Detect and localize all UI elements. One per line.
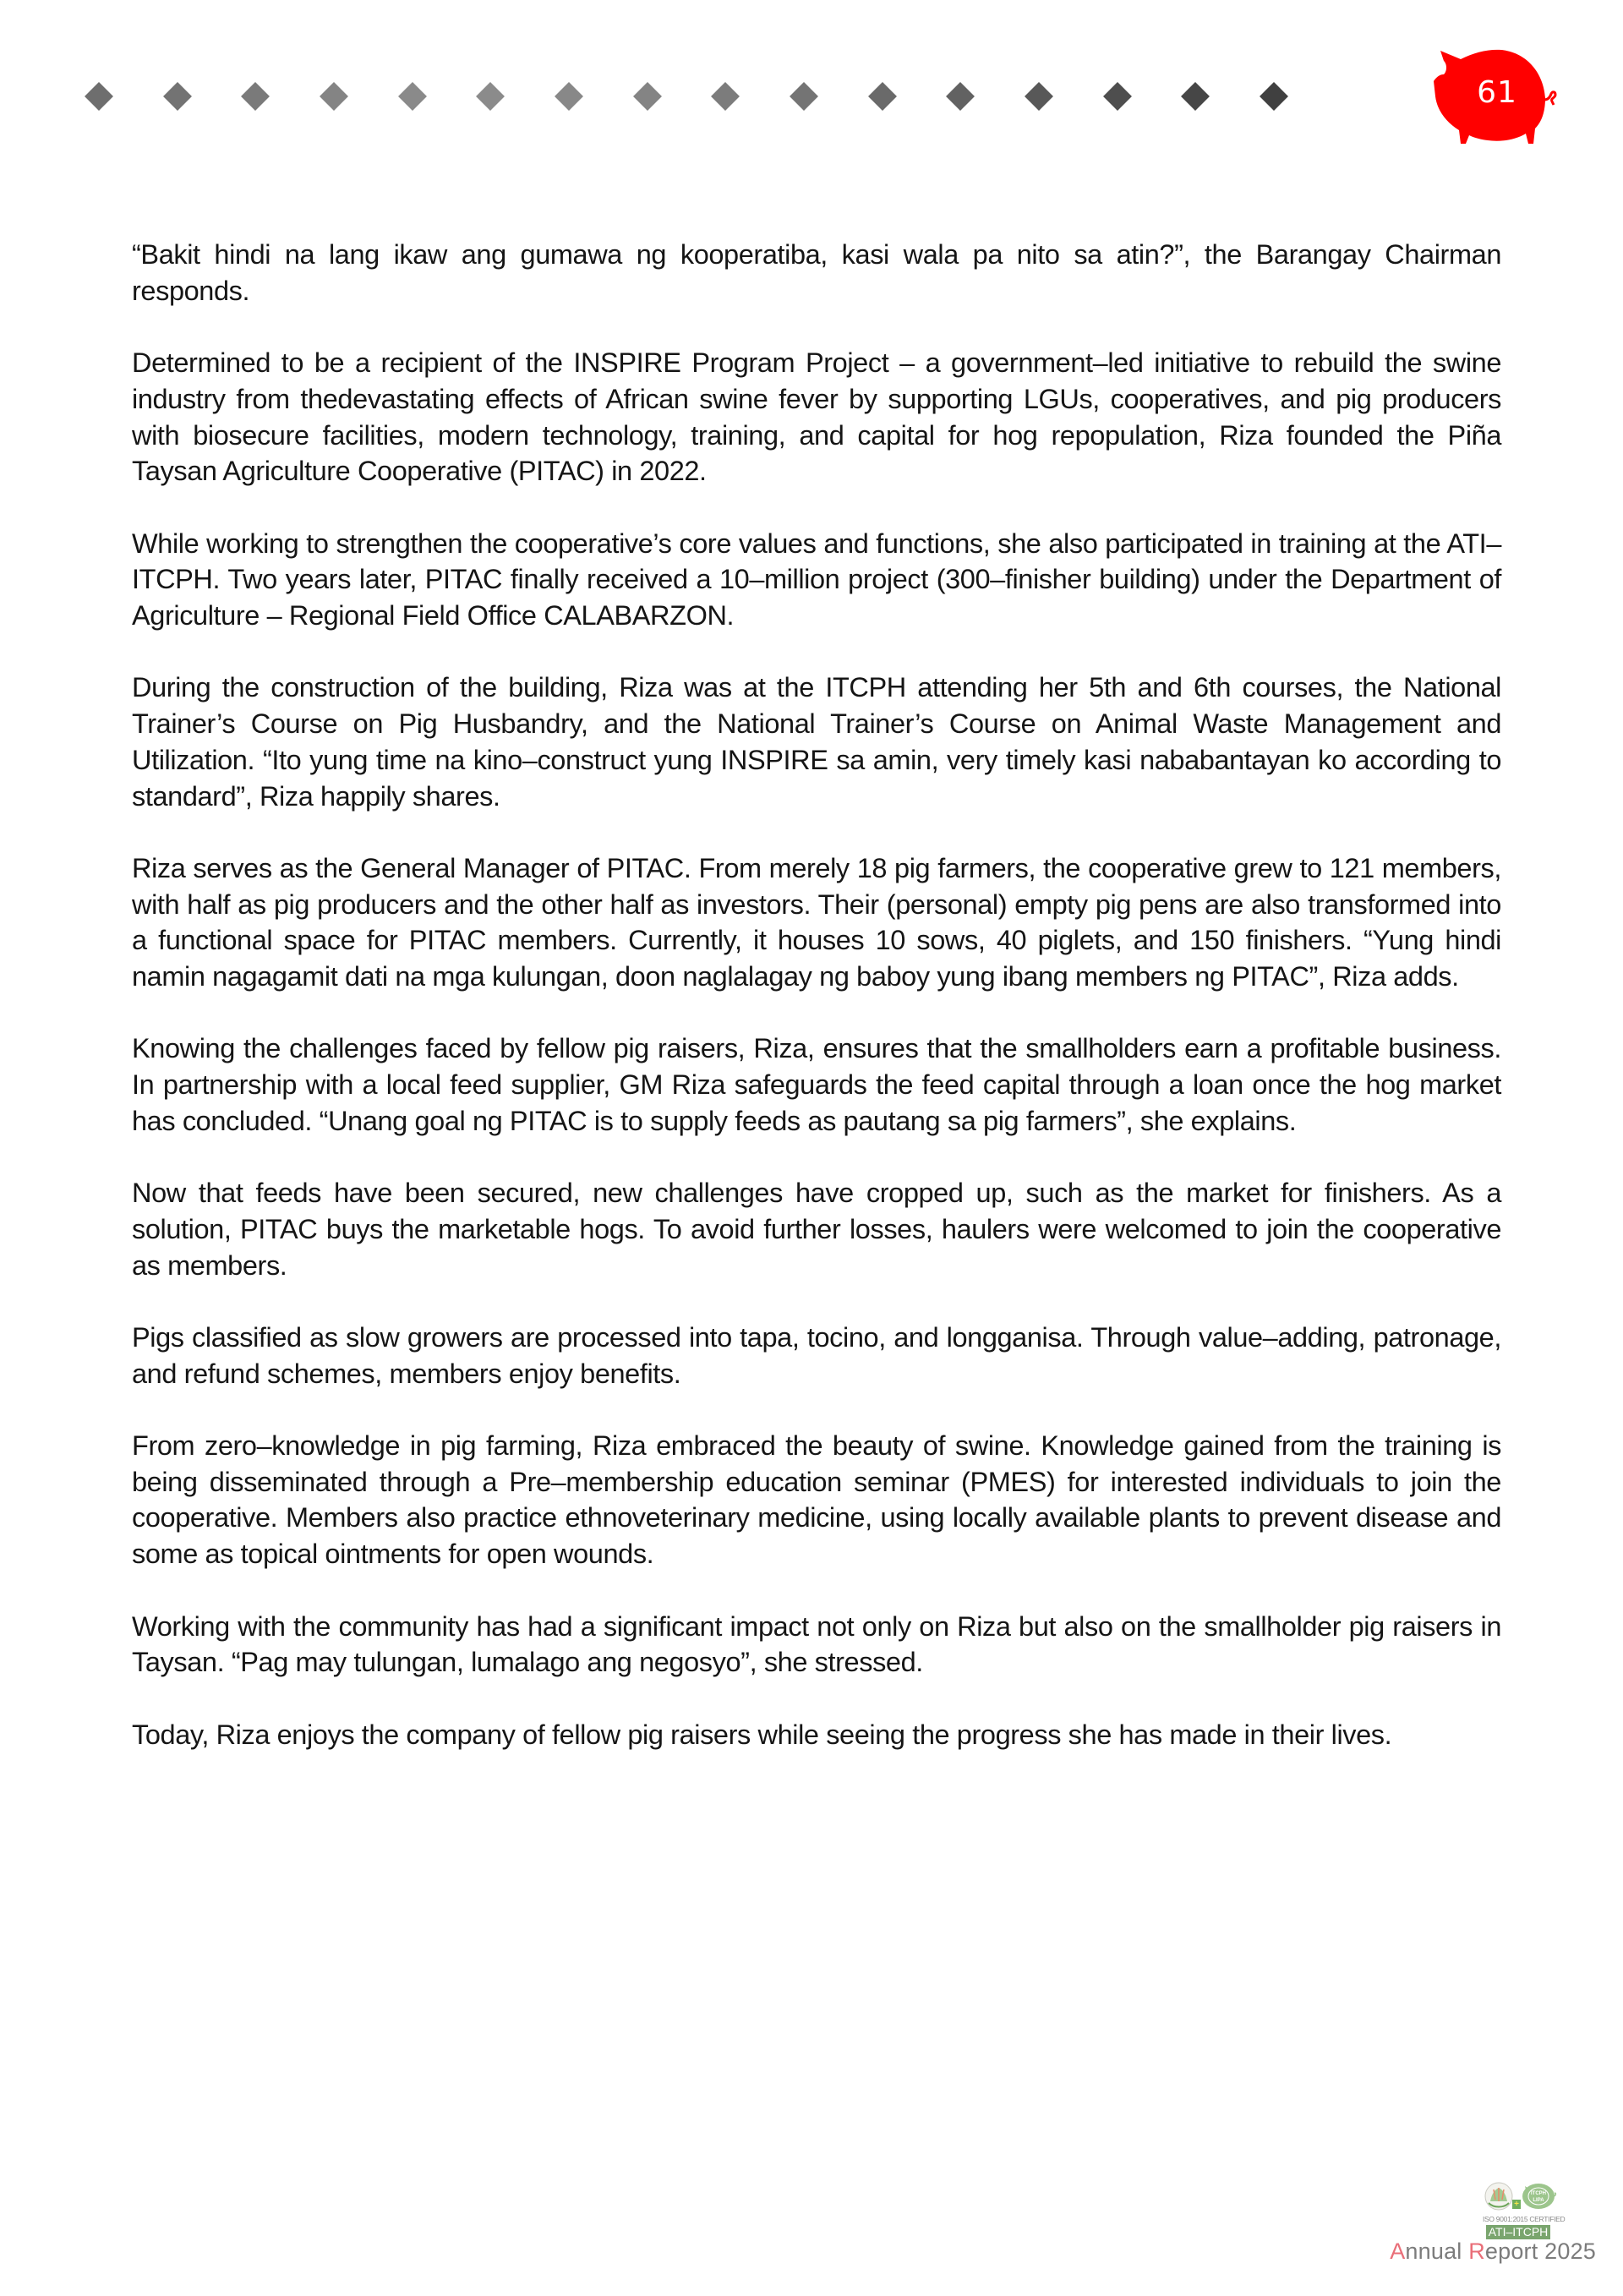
diamond-icon	[163, 82, 192, 111]
diamond-icon	[1260, 82, 1288, 111]
paragraph: “Bakit hindi na lang ikaw ang gumawa ng kooperatiba, kasi wala pa nito sa atin?”, the Barangay Chairman responds.	[132, 239, 1501, 306]
diamond-icon	[1103, 82, 1132, 111]
annual-report-initial-a: A	[1390, 2239, 1406, 2264]
paragraph: Riza serves as the General Manager of PITAC. From merely 18 pig farmers, the cooperative grew to 121 members, with half as pig producers and the other half as investors. Their (personal) empty pig pens are also transformed into a functional space for PITAC members. Currently, it houses 10 sows, 40 piglets, and 150 finishers. “Yung hindi namin nagagamit dati na mga kulungan, doon naglalagay ng baboy yung ibang members ng PITAC”, Riza adds.	[132, 852, 1501, 992]
diamond-icon	[1181, 82, 1210, 111]
diamond-icon	[633, 82, 662, 111]
diamond-icon	[1025, 82, 1053, 111]
paragraph: Determined to be a recipient of the INSPIRE Program Project – a government–led initiative to rebuild the swine industry from thedevastating effects of African swine fever by supporting LGUs, cooperatives, and pig producers with biosecure facilities, modern technology, training, and capital for hog repopulation, Riza founded the Piña Taysan Agriculture Cooperative (PITAC) in 2022.	[132, 347, 1501, 487]
annual-report-label	[1390, 2239, 1596, 2264]
paragraph: Pigs classified as slow growers are processed into tapa, tocino, and longganisa. Through value–adding, patronage, and refund schemes, members enjoy benefits.	[132, 1321, 1501, 1389]
paragraph: During the construction of the building, Riza was at the ITCPH attending her 5th and 6th courses, the National Trainer’s Course on Pig Husbandry, and the National Trainer’s Course on Animal Waste Management and Utilization. “Ito yung time na kino–construct yung INSPIRE sa amin, very timely kasi nababantayan ko according to standard”, Riza happily shares.	[132, 672, 1501, 812]
paragraph: Knowing the challenges faced by fellow pig raisers, Riza, ensures that the smallholders earn a profitable business. In partnership with a local feed supplier, GM Riza safeguards the feed capital through a loan once the hog market has concluded. “Unang goal ng PITAC is to supply feeds as pautang sa pig farmers”, she explains.	[132, 1033, 1501, 1136]
annual-report-word-report-year: eport 2025	[1484, 2239, 1596, 2264]
paragraph: Now that feeds have been secured, new challenges have cropped up, such as the market for finishers. As a solution, PITAC buys the marketable hogs. To avoid further losses, haulers were welcomed to join the cooperative as members.	[132, 1178, 1501, 1281]
diamond-icon	[868, 82, 897, 111]
ati-logo-icon	[1484, 2181, 1514, 2213]
article-body	[132, 237, 1501, 1789]
diamond-icon	[241, 82, 270, 111]
diamond-icon	[946, 82, 975, 111]
paragraph: Today, Riza enjoys the company of fellow pig raisers while seeing the progress she has made in their lives.	[132, 1719, 1392, 1750]
diamond-icon	[790, 82, 818, 111]
itcph-pig-logo-icon	[1520, 2179, 1557, 2211]
annual-report-word-annual: nnual	[1405, 2239, 1469, 2264]
annual-report-initial-r: R	[1468, 2239, 1485, 2264]
paragraph: While working to strengthen the cooperative’s core values and functions, she also participated in training at the ATI–ITCPH. Two years later, PITAC finally received a 10–million project (300–finisher building) under the Department of Agriculture – Regional Field Office CALABARZON.	[132, 528, 1501, 631]
iso-certification-text: ISO 9001:2015 CERTIFIED	[1483, 2215, 1566, 2223]
decorative-diamond-row	[0, 0, 1352, 169]
paragraph: Working with the community has had a significant impact not only on Riza but also on the smallholder pig raisers in Taysan. “Pag may tulungan, lumalago ang negosyo”, she stressed.	[132, 1610, 1501, 1678]
org-label-badge: ATI–ITCPH	[1486, 2225, 1550, 2239]
diamond-icon	[555, 82, 583, 111]
diamond-icon	[476, 82, 505, 111]
footer-branding	[1376, 2181, 1596, 2274]
svg-text:LIPA: LIPA	[1533, 2198, 1544, 2203]
page-number: 61	[1477, 75, 1517, 110]
diamond-icon	[85, 82, 113, 111]
diamond-icon	[320, 82, 348, 111]
paragraph: From zero–knowledge in pig farming, Riza embraced the beauty of swine. Knowledge gained from the training is being disseminated through a Pre–membership education seminar (PMES) for interested individuals to join the cooperative. Members also practice ethnoveterinary medicine, using locally available plants to prevent disease and some as topical ointments for open wounds.	[132, 1430, 1501, 1570]
diamond-icon	[711, 82, 740, 111]
diamond-icon	[398, 82, 427, 111]
page-number-badge	[1432, 47, 1559, 147]
svg-text:ITCPH: ITCPH	[1531, 2191, 1546, 2196]
plus-icon: +	[1512, 2200, 1521, 2209]
